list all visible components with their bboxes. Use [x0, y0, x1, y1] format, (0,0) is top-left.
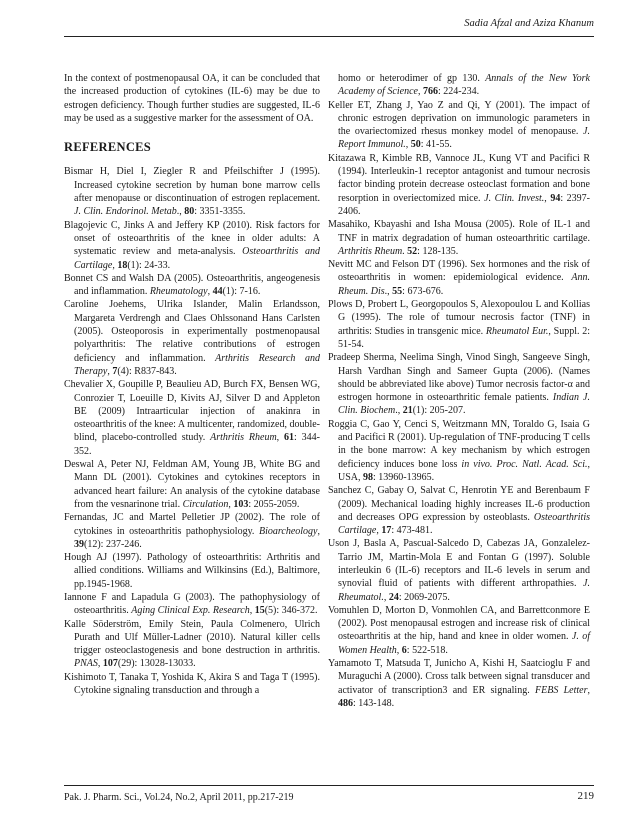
- reference-separator: ,: [249, 605, 255, 617]
- reference-item: [328, 351, 590, 417]
- volume-number: 61: [284, 432, 295, 444]
- volume-number: 21: [402, 405, 413, 417]
- footer-rule: [64, 785, 594, 786]
- volume-number: 44: [212, 286, 223, 298]
- journal-name: Arthritis Research and Therapy: [74, 352, 320, 377]
- reference-item: [328, 484, 590, 537]
- journal-name: Rheumatol Eur.: [485, 325, 549, 337]
- reference-text: Bismar H, Diel I, Ziegler R and Pfeilschifter J (1995). Increased cytokine secretion by human bone marrow cells after menopause or discontinuation of estrogen replacement.: [64, 166, 320, 205]
- reference-separator: ,: [107, 365, 113, 377]
- reference-text: Kalle Söderström, Emily Stein, Paula Colmenero, Ulrich Purath and Ulf Müller-Ladner (2010). Natural killer cells trigger osteoclastogenesis and bone destruction in arthritis.: [64, 618, 320, 657]
- reference-pages: : 41-55.: [420, 139, 452, 151]
- reference-item: [64, 272, 320, 299]
- reference-text: Pradeep Sherma, Neelima Singh, Vinod Singh, Sangeeve Singh, Harsh Vardhan Singh and Sameer Gupta (2006). (Names should be abbreviated like above) Tumor necrosis factor-α and estrogen hormone in osteoarthritic female patients.: [328, 352, 590, 404]
- reference-text: Masahiko, Kbayashi and Isha Mousa (2005). Role of IL-1 and TNF in matrix degradation of human osteoarthritic cartilage.: [328, 219, 590, 244]
- reference-separator: ,: [376, 525, 382, 537]
- reference-item: [328, 537, 590, 603]
- reference-pages: Suppl. 2: 51-54.: [338, 325, 591, 350]
- reference-pages: : 2397-2406.: [338, 192, 591, 217]
- left-column: [64, 72, 320, 697]
- reference-item: [64, 165, 320, 218]
- reference-text: Sanchez C, Gabay O, Salvat C, Henrotin YE and Berenbaum F (2009). Mechanical loading highly increases IL-6 production and decreases OPG expression by osteoblasts.: [328, 485, 590, 523]
- journal-name: Arthritis Rheum: [338, 245, 403, 257]
- reference-item: [64, 618, 320, 671]
- reference-item: [328, 657, 590, 710]
- reference-pages: (5): 346-372.: [264, 605, 318, 617]
- reference-item: [328, 99, 590, 152]
- reference-item: [64, 511, 320, 551]
- reference-pages: : 522-518.: [406, 644, 448, 656]
- volume-number: 24: [388, 591, 399, 603]
- reference-pages: (1): 7-16.: [222, 286, 261, 298]
- volume-number: 55: [392, 285, 403, 297]
- reference-text: Blagojevic C, Jinks A and Jeffery KP (2010). Risk factors for onset of osteoarthritis of the knee in older adults: A systematic review and meta-analysis.: [64, 219, 320, 258]
- reference-pages: (4): R837-843.: [117, 365, 177, 377]
- reference-item: [328, 418, 590, 484]
- reference-item: [64, 591, 320, 618]
- journal-name: J. Clin. Endorinol. Metab: [74, 206, 177, 218]
- reference-pages: : 143-148.: [353, 697, 395, 709]
- reference-separator: .,: [176, 206, 185, 218]
- volume-number: 17: [381, 525, 392, 537]
- reference-pages: : 344-352.: [74, 432, 321, 457]
- header-rule: [64, 36, 594, 37]
- reference-separator: ,: [97, 658, 103, 670]
- reference-text: Bonnet CS and Walsh DA (2005). Osteoarthritis, angeogenesis and inflammation.: [64, 272, 320, 298]
- reference-separator: ,: [405, 139, 411, 151]
- journal-name: Indian J. Clin. Biochem: [338, 392, 590, 417]
- reference-item: [64, 219, 320, 272]
- volume-number: 15: [254, 605, 265, 617]
- reference-separator: , USA,: [338, 458, 591, 483]
- journal-name: FEBS Letter: [535, 684, 588, 696]
- volume-number: 39: [74, 538, 84, 550]
- reference-text: Caroline Joehems, Ulrika Islander, Malin Erlandsson, Margareta Verdrengh and Claes Ohlssonand Hans Carlsten (2005). Osteoporosis in experimentally postmenopausal polyarthritis: The relative contributions of estrogen deficiency and inflammation.: [64, 299, 320, 364]
- reference-separator: ,: [228, 498, 234, 510]
- reference-item: [328, 604, 590, 657]
- reference-text: Roggia C, Gao Y, Cenci S, Weitzmann MN, Toraldo G, Isaia G and Pacifici R (2001). Up-regulation of TNF-producing T cells in the bone marrow: A key mechanism by which estrogen deficiency induces bone loss: [328, 418, 590, 470]
- footer-citation: Pak. J. Pharm. Sci., Vol.24, No.2, April 2011, pp.217-219: [64, 792, 294, 803]
- journal-name: Circulation: [182, 498, 229, 510]
- volume-number: 7: [112, 365, 118, 377]
- journal-name: Bioarcheology: [258, 525, 318, 537]
- reference-text: Keller ET, Zhang J, Yao Z and Qi, Y (2001). The impact of chronic estrogen deprivation on immunologic parameters in the ovariectomized rhesus monkey model of menopause.: [328, 99, 590, 138]
- reference-pages: : 673-676.: [402, 285, 444, 297]
- reference-pages: : 128-135.: [417, 245, 459, 257]
- reference-pages: : 224-234.: [437, 86, 480, 98]
- reference-separator: ,: [544, 192, 551, 204]
- reference-item: [328, 152, 590, 218]
- reference-text: Yamamoto T, Matsuda T, Junicho A, Kishi H, Saatcioglu F and Muraguchi A (2000). Cross talk between signal transducer and activator of transcription3 and ER signaling.: [328, 658, 590, 696]
- journal-name: J. of Women Health: [338, 631, 591, 656]
- reference-item: [64, 551, 320, 591]
- reference-text: Uson J, Basla A, Pascual-Salcedo D, Cabezas JA, Gonzalelez-Tarrio JM, Martin-Mola E and Fontan G (1997). Soluble interleukin 6 (IL-6) receptors and IL-6 levels in serum and synovial fluid of patients with different arthropathies.: [328, 538, 590, 590]
- page-number: 219: [577, 790, 594, 802]
- journal-name: in vivo. Proc. Natl. Acad. Sci.: [461, 458, 588, 470]
- conclusion-paragraph: In the context of postmenopausal OA, it can be concluded that the increased production of cytokines (IL-6) may be due to estrogen deficiency. Though further studies are suggested, IL-6 may be used as a suggestive marker for the assessment of OA.: [64, 73, 320, 124]
- journal-name: PNAS: [74, 658, 98, 670]
- reference-separator: .: [402, 245, 408, 257]
- reference-text: Nevitt MC and Felson DT (1996). Sex hormones and the risk of osteoarthritis in women: epidemiological evidence.: [328, 259, 590, 284]
- journal-name: Osteoarthritis and Cartilage: [74, 246, 320, 271]
- reference-separator: ,: [548, 325, 554, 337]
- reference-text: Kishimoto T, Tanaka T, Yoshida K, Akira S and Taga T (1995). Cytokine signaling transduction and through a: [64, 671, 320, 697]
- reference-separator: .,: [395, 405, 403, 417]
- reference-item: [64, 458, 320, 511]
- reference-separator: ,: [587, 684, 591, 696]
- volume-number: 103: [233, 498, 249, 510]
- volume-number: 766: [422, 86, 438, 98]
- reference-separator: ,: [112, 259, 118, 271]
- reference-pages: : 2069-2075.: [398, 591, 450, 603]
- reference-text: Vomuhlen D, Morton D, Vonmohlen CA, and Barrettconmore E (2002). Post menopausal estrogen and increase risk of clinical osteoarthritis at the hip, hand and knee in older women.: [328, 604, 590, 643]
- journal-name: Annals of the New York Academy of Science: [338, 73, 591, 98]
- volume-number: 80: [184, 206, 195, 218]
- reference-item: [328, 298, 590, 351]
- journal-name: Osteoarthritis Cartilage: [338, 511, 590, 537]
- reference-pages: (12): 237-246.: [84, 538, 142, 550]
- volume-number: 98: [363, 471, 374, 483]
- volume-number: 94: [550, 192, 561, 204]
- volume-number: 486: [338, 697, 353, 709]
- reference-text: Kitazawa R, Kimble RB, Vannoce JL, Kung VT and Pacifici R (1994). Interleukin-1 receptor antagonist and tumour necrosis factor binding protein decrease osteoclast formation and bone resorption in overiectomized mice.: [328, 152, 590, 204]
- reference-item: [64, 671, 320, 698]
- reference-separator: ,: [396, 644, 402, 656]
- references-heading: REFERENCES: [64, 140, 152, 155]
- reference-text: Chevalier X, Goupille P, Beaulieu AD, Burch FX, Bensen WG, Conrozier T, Loeuille D, Kivits AJ, Silver D and Appleton BE (2009) Intraarticular injection of anakinra in osteoarthritis of the knee: A multicenter, randomized, double-blind, placebo-controlled study.: [64, 379, 320, 444]
- volume-number: 6: [401, 644, 407, 656]
- reference-text: homo or heterodimer of gp 130.: [338, 73, 486, 84]
- volume-number: 50: [410, 139, 421, 151]
- journal-name: J. Rheumatol.: [338, 578, 590, 603]
- reference-pages: : 2055-2059.: [248, 498, 300, 510]
- journal-name: J. Report Immunol.: [338, 126, 590, 151]
- reference-pages: : 473-481.: [391, 525, 433, 537]
- right-column: [328, 72, 590, 710]
- reference-pages: (1): 205-207.: [412, 405, 466, 417]
- reference-item: [328, 258, 590, 298]
- reference-pages: : 3351-3355.: [194, 206, 246, 218]
- journal-name: J. Clin. Invest.: [484, 192, 545, 204]
- volume-number: 107: [102, 658, 118, 670]
- reference-pages: (29): 13028-13033.: [117, 658, 196, 670]
- reference-item: [64, 378, 320, 458]
- reference-separator: ,: [417, 86, 423, 98]
- reference-separator: ,: [207, 286, 213, 298]
- reference-text: Hough AJ (1997). Pathology of osteoarthritis: Arthritis and allied conditions. Williams and Wilkinsins (Ed.), Baltimore, pp.1945-1968.: [64, 552, 320, 590]
- right-reference-list: [328, 72, 590, 710]
- left-reference-list: [64, 165, 320, 697]
- reference-separator: ,: [276, 432, 285, 444]
- volume-number: 18: [117, 259, 128, 271]
- reference-text: Deswal A, Peter NJ, Feldman AM, Young JB, White BG and Mann DL (2001). Cytokines and cytokines receptors in advanced heart failure: An analysis of the cytokine database from the vesnarinone trial.: [64, 459, 320, 510]
- reference-pages: (1): 24-33.: [127, 259, 171, 271]
- reference-separator: ,: [383, 591, 389, 603]
- running-header: Sadia Afzal and Aziza Khanum: [464, 18, 594, 29]
- reference-text: Plows D, Probert L, Georgopoulos S, Alexopoulou L and Kollias G (1995). The role of tumour necrosis factor (TNF) in arthritis: Studies in transgenic mice.: [328, 299, 590, 337]
- reference-item: [328, 218, 590, 258]
- reference-separator: .,: [384, 285, 393, 297]
- journal-name: Rheumatology: [149, 286, 208, 298]
- journal-name: Aging Clinical Exp. Research: [131, 605, 250, 617]
- reference-separator: ,: [317, 525, 320, 537]
- reference-item: [64, 298, 320, 378]
- reference-item: [328, 72, 590, 99]
- journal-name: Arthritis Rheum: [210, 432, 277, 444]
- journal-name: Ann. Rheum. Dis: [338, 272, 590, 297]
- volume-number: 52: [407, 245, 418, 257]
- reference-text: Iannone F and Lapadula G (2003). The pathophysiology of osteoarthritis.: [64, 591, 320, 617]
- reference-text: Fernandas, JC and Martel Pelletier JP (2002). The role of cytokines in osteoarthritis pathophysiology.: [64, 512, 320, 537]
- reference-pages: : 13960-13965.: [373, 471, 435, 483]
